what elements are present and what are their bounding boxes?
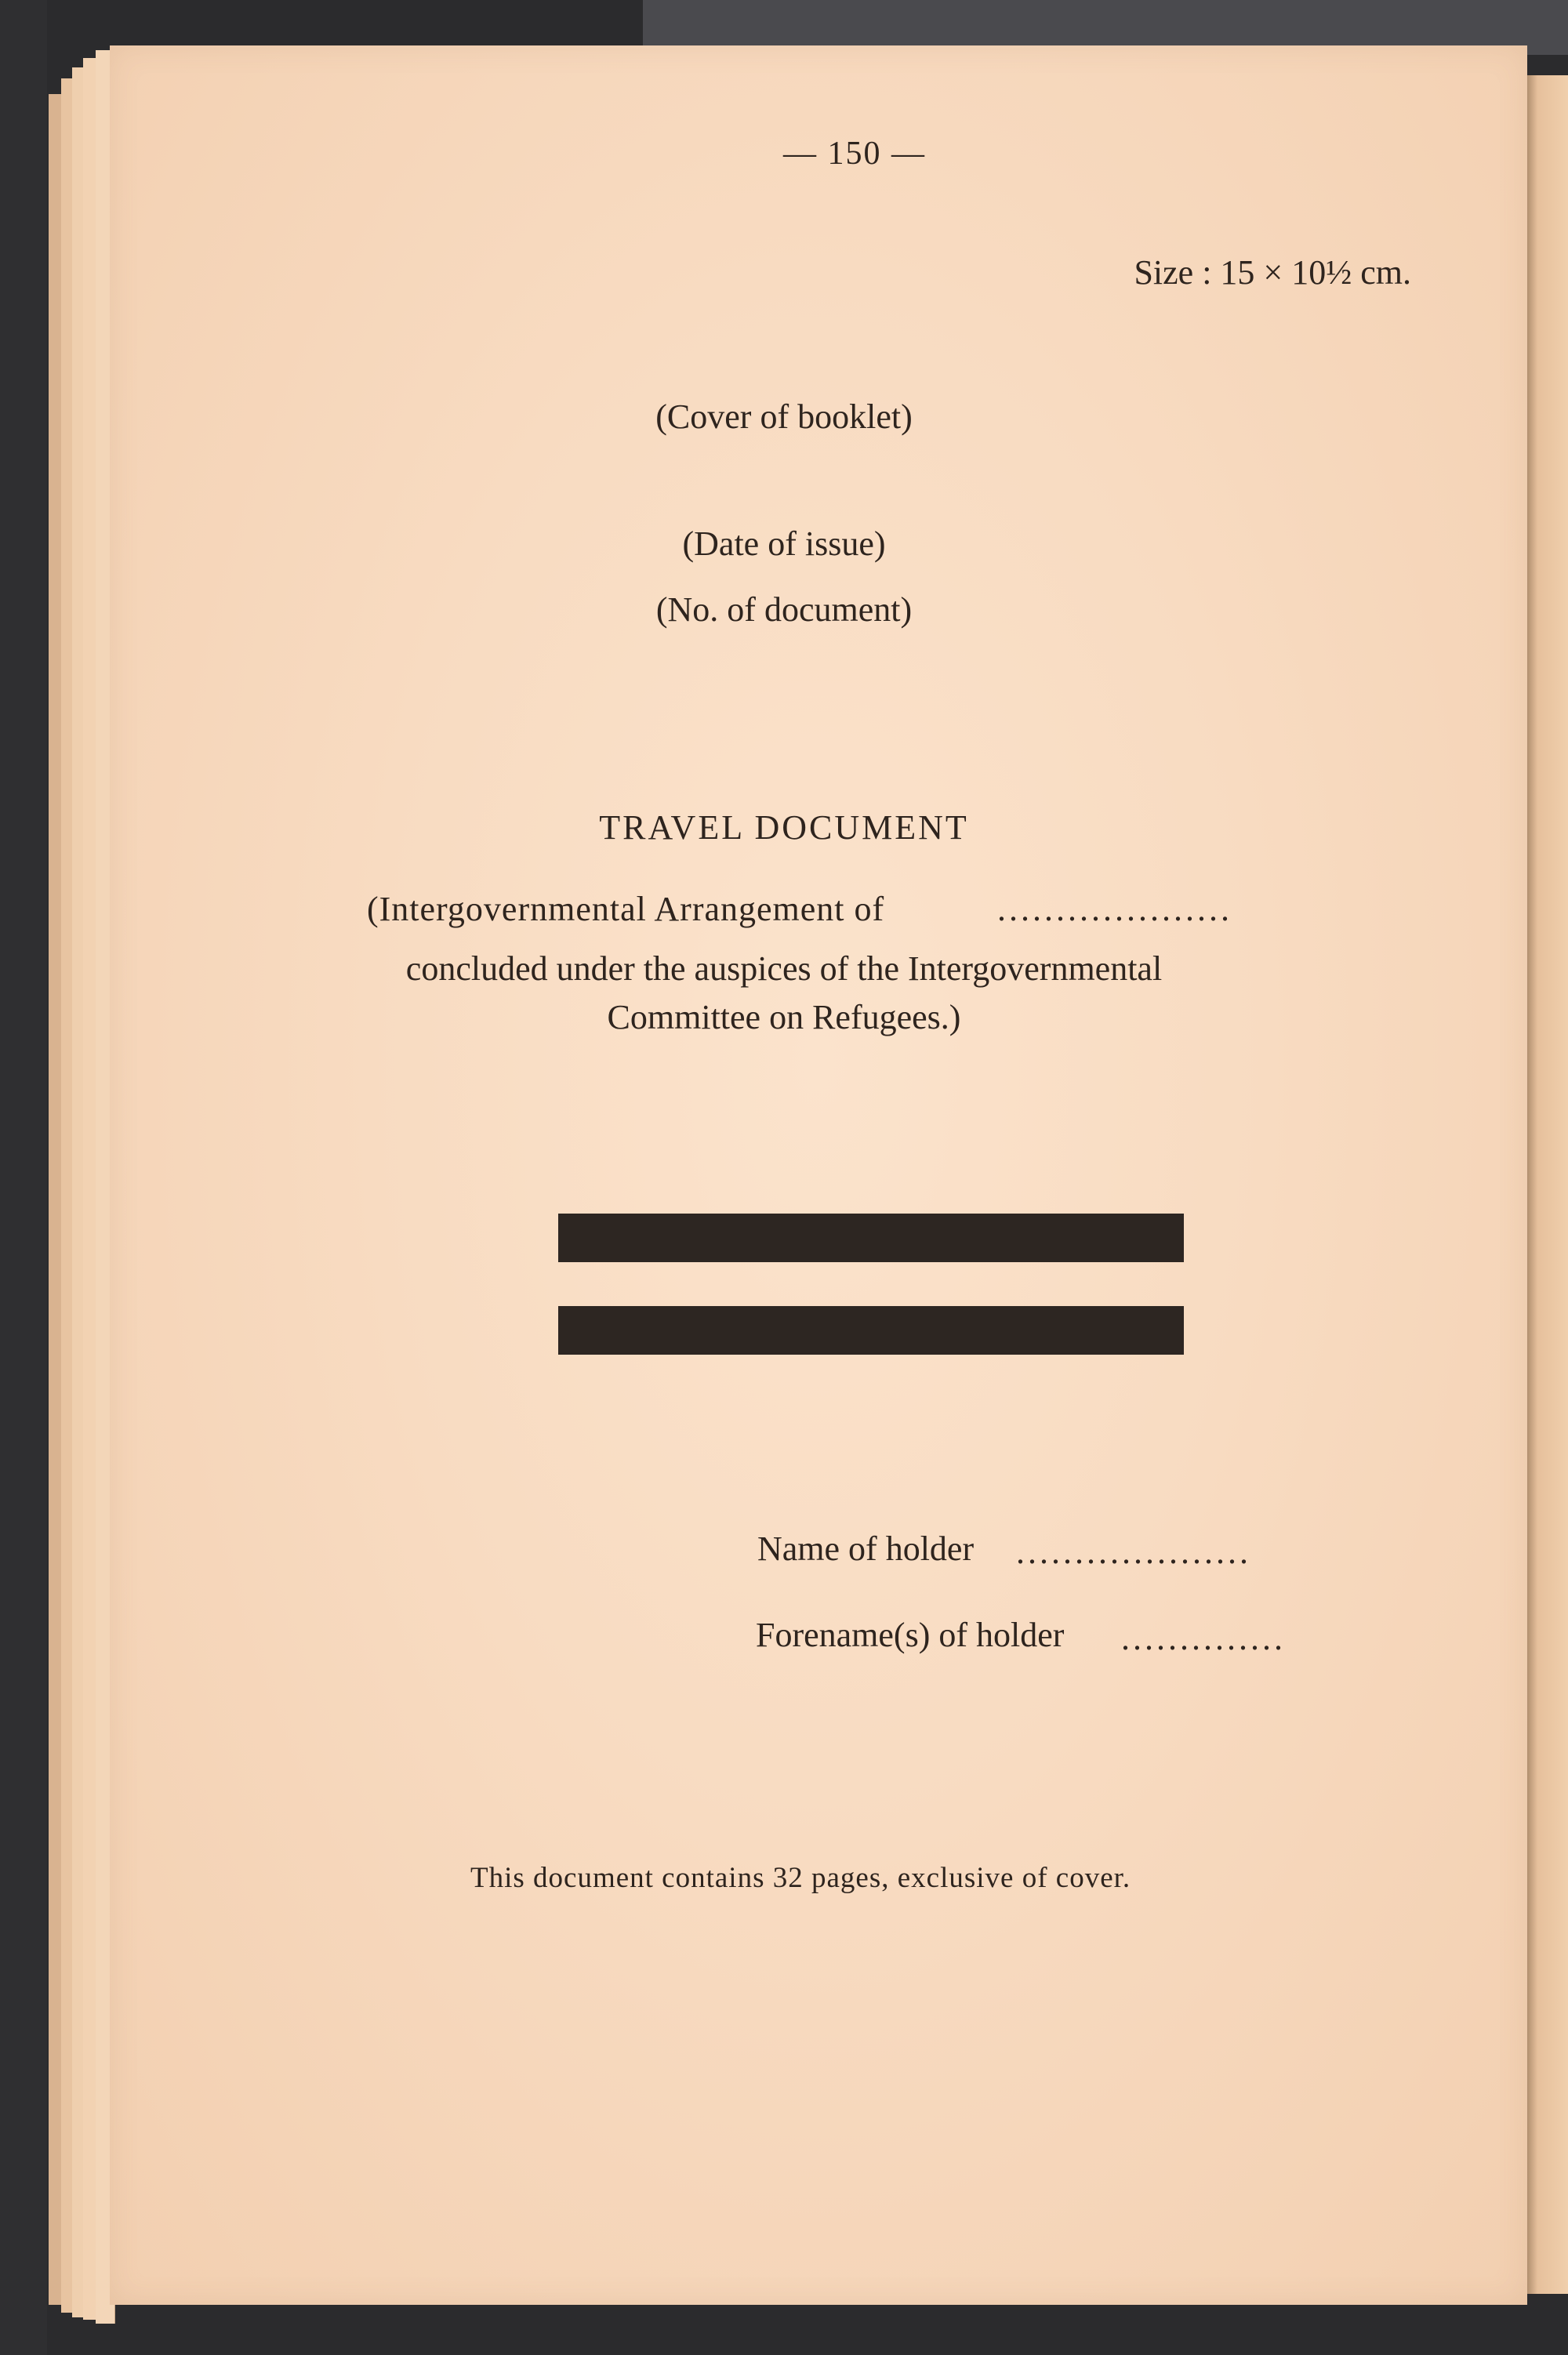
black-bar-bottom [558, 1306, 1184, 1355]
black-bar-top [558, 1214, 1184, 1262]
document-number-label: (No. of document) [655, 590, 913, 629]
holder-name-label: Name of holder [757, 1529, 975, 1568]
page-number: — 150 — [783, 136, 926, 172]
arrangement-fill-dots: .................... [997, 890, 1232, 928]
holder-forename-label: Forename(s) of holder [756, 1616, 1065, 1654]
document-title: TRAVEL DOCUMENT [599, 808, 969, 847]
date-of-issue-label: (Date of issue) [682, 524, 886, 563]
document-page [110, 45, 1527, 2305]
cover-label: (Cover of booklet) [655, 397, 913, 436]
page-count-note: This document contains 32 pages, exclusive of cover. [470, 1862, 1131, 1894]
holder-name-fill-dots: .................... [1016, 1533, 1251, 1571]
scan-background-left [0, 0, 47, 2355]
size-note: Size : 15 × 10½ cm. [1134, 253, 1411, 292]
arrangement-line-1: (Intergovernmental Arrangement of [367, 890, 885, 928]
holder-forename-fill-dots: .............. [1121, 1619, 1286, 1657]
arrangement-line-3: Committee on Refugees.) [607, 998, 961, 1036]
arrangement-line-2: concluded under the auspices of the Intergovernmental [405, 949, 1163, 988]
